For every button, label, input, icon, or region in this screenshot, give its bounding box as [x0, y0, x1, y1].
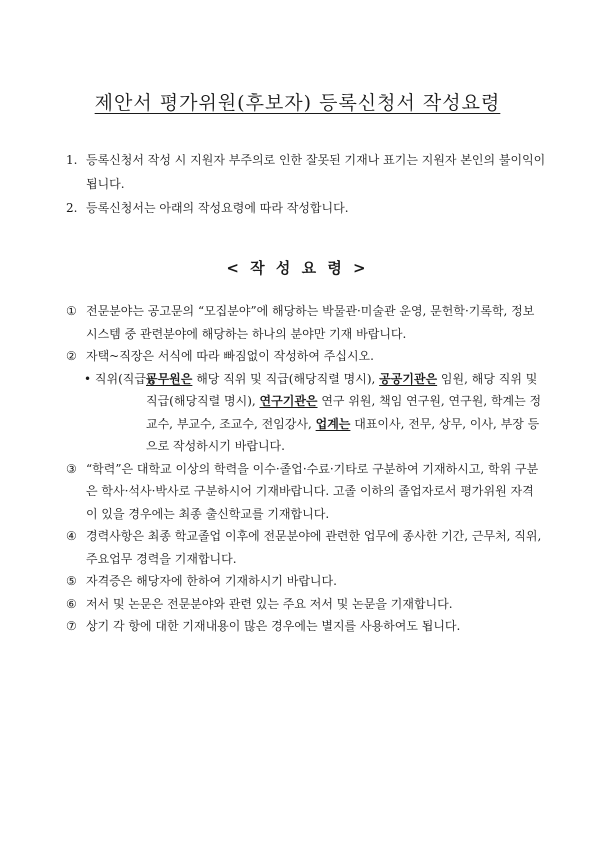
underlined-term: 공무원은	[146, 371, 193, 386]
intro-number: 2.	[66, 201, 78, 215]
rule-item-1	[66, 300, 544, 345]
underlined-term: 업계는	[315, 416, 351, 431]
intro-item	[66, 196, 546, 220]
section-heading: < 작 성 요 령 >	[226, 259, 369, 277]
subitem-text: 임원, 해당 직위 및 직급(해당직렬 명시),	[146, 371, 538, 408]
rule-marker: ⑥	[66, 596, 77, 611]
document-title	[0, 88, 595, 115]
rule-marker: ②	[66, 349, 77, 363]
rule-marker: ④	[66, 529, 77, 543]
intro-list	[66, 148, 546, 220]
bullet-label: • 직위(직급):	[84, 371, 155, 386]
rule-text: 자택~직장은 서식에 따라 빠짐없이 작성하여 주십시오.	[86, 349, 374, 363]
rule-text: 전문분야는 공고문의 “모집분야”에 해당하는 박물관·미술관 운영, 문헌학·기록학, 정보시스템 중 관련분야에 해당하는 하나의 분야만 기재 바랍니다.	[86, 304, 535, 341]
rules-list	[66, 300, 544, 638]
rule-item-2	[66, 345, 544, 368]
rule-item-7	[66, 615, 544, 638]
intro-number: 1.	[66, 153, 78, 167]
intro-text: 등록신청서는 아래의 작성요령에 따라 작성합니다.	[86, 201, 349, 215]
intro-item	[66, 148, 546, 196]
subitem-text: 대표이사, 전무, 상무, 이사, 부장 등으로 작성하시기 바랍니다.	[146, 416, 540, 453]
rule-marker: ③	[66, 461, 77, 476]
underlined-term: 공공기관은	[379, 371, 438, 386]
rule-text: 상기 각 항에 대한 기재내용이 많은 경우에는 별지를 사용하여도 됩니다.	[86, 619, 461, 633]
rule-item-3	[66, 458, 544, 526]
rule-marker: ⑤	[66, 574, 77, 588]
document-title-text: 제안서 평가위원(후보자) 등록신청서 작성요령	[94, 92, 501, 114]
rule-text: 자격증은 해당자에 한하여 기재하시기 바랍니다.	[86, 574, 337, 588]
rule-text: 저서 및 논문은 전문분야와 관련 있는 주요 저서 및 논문을 기재합니다.	[86, 596, 453, 611]
rule-item-4	[66, 525, 544, 570]
rule-text: “학력”은 대학교 이상의 학력을 이수·졸업·수료·기타로 구분하여 기재하시고, 학위 구분은 학사·석사·박사로 구분하시어 기재바랍니다. 고졸 이하의 졸업자로서 평가위원 자격이 있을 경우에는 최종 출신학교를 기재합니다.	[86, 461, 539, 521]
underlined-term: 연구기관은	[259, 394, 318, 408]
rule-2-subitem	[66, 368, 544, 458]
rule-item-5	[66, 570, 544, 593]
rule-text: 경력사항은 최종 학교졸업 이후에 전문분야에 관련한 업무에 종사한 기간, 근무처, 직위, 주요업무 경력을 기재합니다.	[86, 529, 542, 566]
subitem-text: 연구 위원, 책임 연구원, 연구원, 학계는 정교수, 부교수, 조교수, 전임강사,	[146, 394, 542, 431]
subitem-text: 해당 직위 및 직급(해당직렬 명시),	[192, 371, 380, 386]
intro-text: 등록신청서 작성 시 지원자 부주의로 인한 잘못된 기재나 표기는 지원자 본인의 불이익이 됩니다.	[86, 153, 546, 191]
rule-item-6	[66, 593, 544, 616]
rule-marker: ⑦	[66, 619, 77, 633]
rule-marker: ①	[66, 304, 77, 318]
